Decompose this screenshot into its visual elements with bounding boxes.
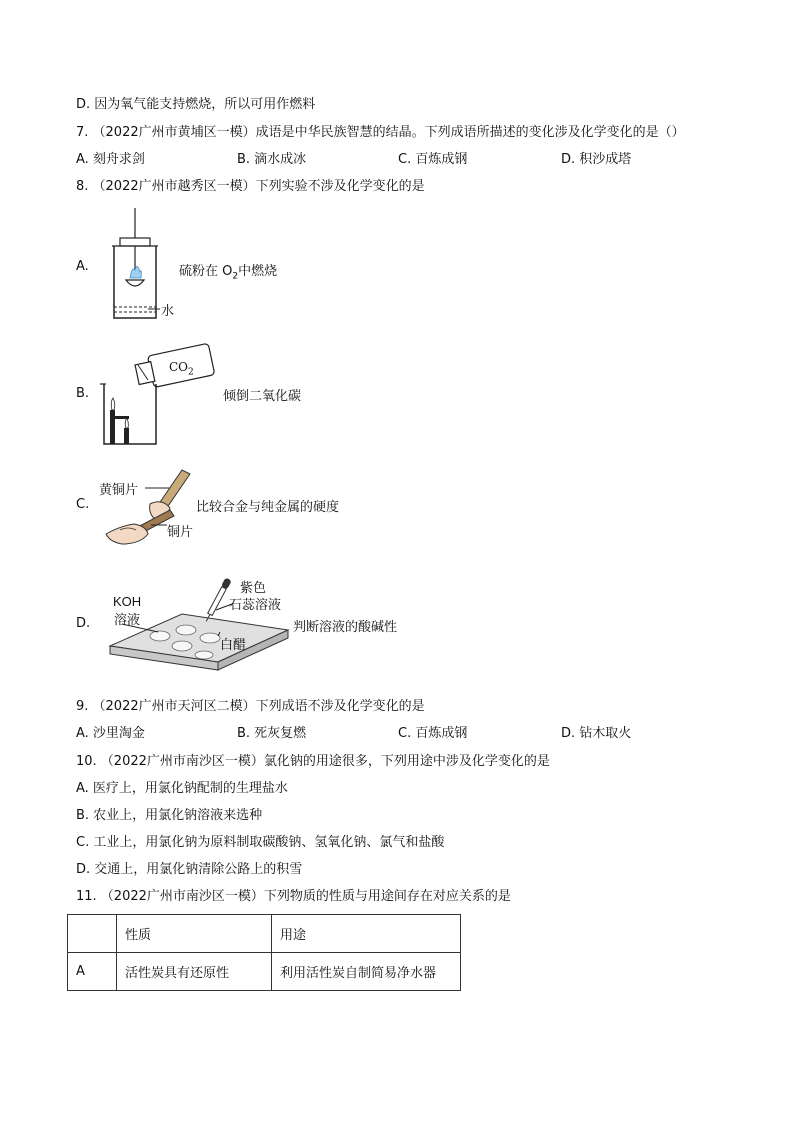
q6-option-d: D. 因为氧气能支持燃烧，所以可用作燃料 [76, 97, 316, 112]
q10-option-c: C. 工业上，用氯化钠为原料制取碳酸钠、氢氧化钠、氯气和盐酸 [76, 835, 445, 850]
pouring-co2-illustration [98, 340, 216, 448]
q8-c-label-bottom: 铜片 [167, 525, 194, 540]
table-cell: A [68, 953, 117, 991]
q8-a-caption-pre: 硫粉在 O [179, 264, 233, 279]
q8-a-letter: A. [76, 259, 89, 274]
q8-a-water-label: 水 [161, 304, 175, 319]
table-header-cell [68, 915, 117, 953]
q8-d-label-koh1: KOH [113, 594, 142, 609]
q8-d-caption: 判断溶液的酸碱性 [293, 620, 398, 635]
q10-option-a: A. 医疗上，用氯化钠配制的生理盐水 [76, 781, 288, 796]
q8-a-caption [179, 260, 277, 282]
q9-stem: 9. （2022广州市天河区二模）下列成语不涉及化学变化的是 [76, 699, 425, 714]
q8-d-letter: D. [76, 616, 91, 631]
q8-stem: 8. （2022广州市越秀区一模）下列实验不涉及化学变化的是 [76, 179, 425, 194]
q9-option-b: B. 死灰复燃 [237, 726, 307, 741]
table-cell: 利用活性炭自制简易净水器 [272, 953, 461, 991]
q8-b-bottle-label-sub: 2 [188, 367, 194, 378]
q8-b-bottle-label [169, 360, 194, 377]
q7-option-d: D. 积沙成塔 [561, 152, 632, 167]
q8-c-caption: 比较合金与纯金属的硬度 [196, 500, 340, 515]
q9-option-c: C. 百炼成钢 [398, 726, 468, 741]
q8-c-label-top: 黄铜片 [99, 483, 139, 498]
q8-c-letter: C. [76, 497, 90, 512]
q8-d-label-purple1: 紫色 [240, 581, 267, 596]
table-header-cell: 用途 [272, 915, 461, 953]
table-header-cell: 性质 [117, 915, 272, 953]
q8-b-letter: B. [76, 386, 90, 401]
q7-option-a: A. 刻舟求剑 [76, 152, 145, 167]
q8-a-caption-sub: 2 [232, 271, 239, 282]
q11-stem: 11. （2022广州市南沙区一模）下列物质的性质与用途间存在对应关系的是 [76, 889, 511, 904]
q7-stem: 7. （2022广州市黄埔区一模）成语是中华民族智慧的结晶。下列成语所描述的变化涉及化学变化的是（） [76, 125, 685, 140]
q8-b-caption: 倾倒二氧化碳 [223, 389, 302, 404]
table-row [68, 953, 461, 991]
q7-option-c: C. 百炼成钢 [398, 152, 468, 167]
q11-table [67, 914, 461, 991]
q8-d-label-koh2: 溶液 [114, 613, 141, 628]
q10-option-d: D. 交通上，用氯化钠清除公路上的积雪 [76, 862, 303, 877]
q7-option-b: B. 滴水成冰 [237, 152, 307, 167]
q9-option-d: D. 钻木取火 [561, 726, 632, 741]
table-header-row [68, 915, 461, 953]
q10-option-b: B. 农业上，用氯化钠溶液来选种 [76, 808, 263, 823]
q8-d-label-vinegar: 白醋 [220, 638, 247, 653]
q8-b-bottle-label-main: CO [169, 360, 189, 374]
table-cell: 活性炭具有还原性 [117, 953, 272, 991]
q8-d-label-purple2: 石蕊溶液 [229, 598, 282, 613]
q10-stem: 10. （2022广州市南沙区一模）氯化钠的用途很多，下列用途中涉及化学变化的是 [76, 754, 550, 769]
q9-option-a: A. 沙里淘金 [76, 726, 145, 741]
q8-a-caption-post: 中燃烧 [238, 264, 278, 279]
